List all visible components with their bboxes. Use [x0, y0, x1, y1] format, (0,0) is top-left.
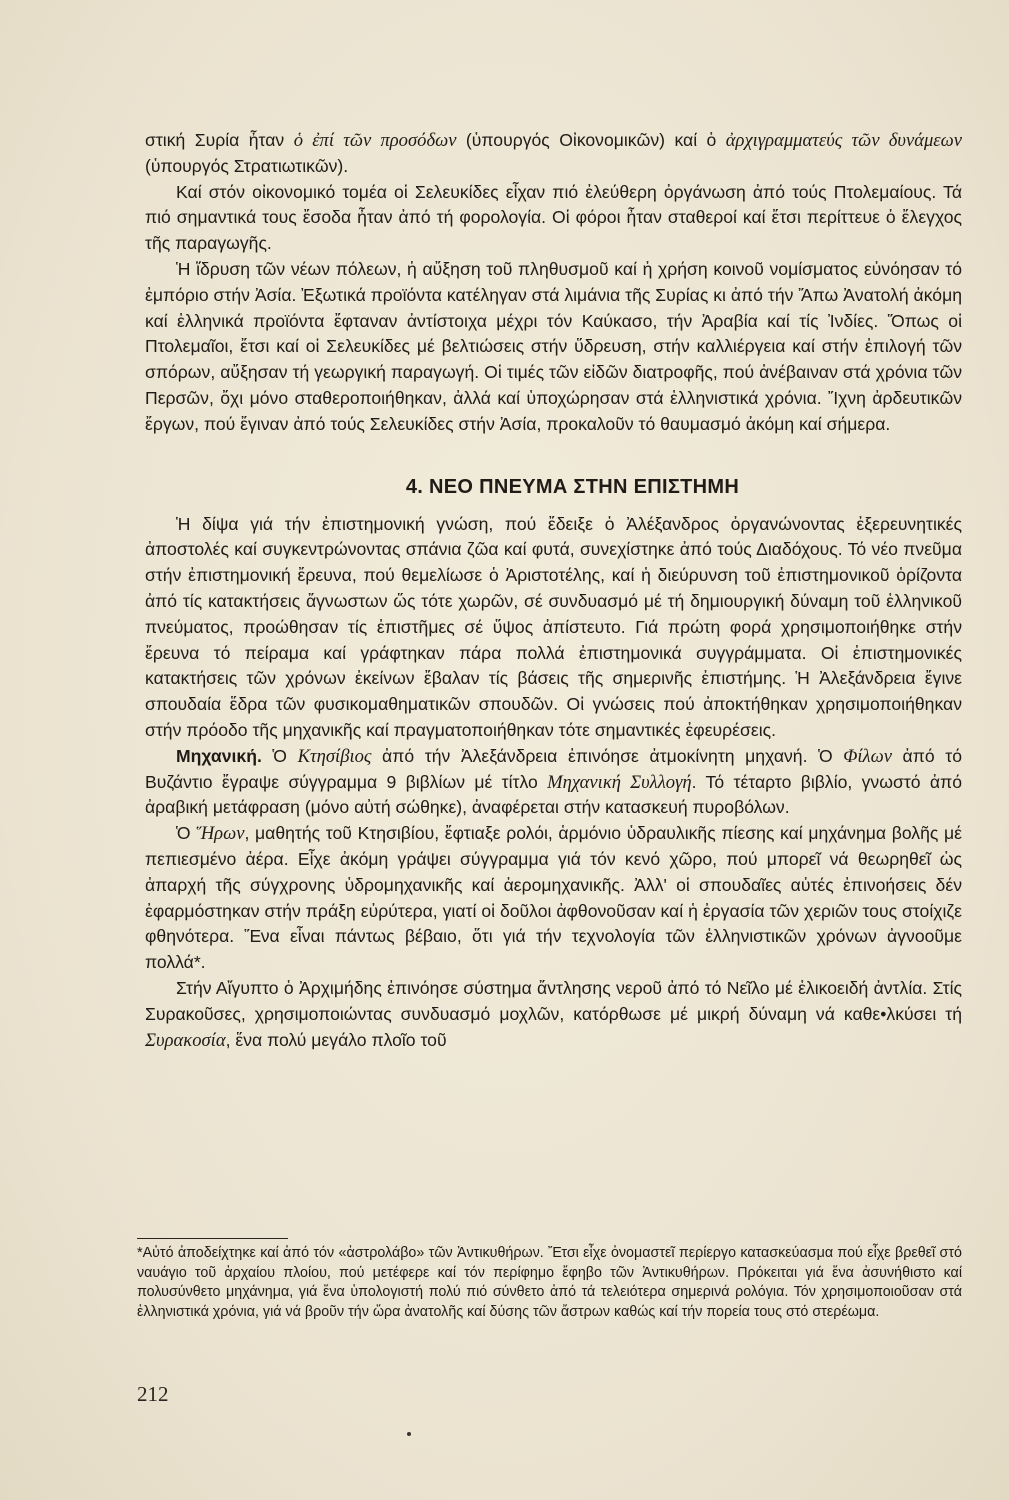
economy-paragraph: Καί στόν οἰκονομικό τομέα οἱ Σελευκίδες εἶχαν πιό ἐλεύθερη ὀργάνωση ἀπό τούς Πτολεμαίους. Τά πιό σημαντικά τους ἔσοδα ἦταν ἀπό τή φορολογία. Οἱ φόροι ἦταν σταθεροί καί ἔτσι περίττευε ὁ ἔλεγχος τῆς παραγωγῆς.	[145, 181, 962, 254]
intro-text-b: (ὑπουργός Οἰκονομικῶν) καί ὁ	[456, 130, 726, 150]
footnote-text: *Αὐτό ἀποδείχτηκε καί ἀπό τόν «ἀστρολάβο» τῶν Ἀντικυθήρων. Ἔτσι εἶχε ὀνομαστεῖ περίεργο κατασκεύασμα πού εἶχε βρεθεῖ στό ναυάγιο τοῦ ἀρχαίου πλοίου, πού μετέφερε καί τόν περίφημο ἔφηβο τῶν Ἀντικυθήρων. Πρόκειται γιά ἕνα ἀσυνήθιστο καί πολυσύνθετο μηχάνημα, γιά ἕνα ὑπολογιστή πολύ πιό σύνθετο ἀπό τά τελειότερα σημερινά ρολόγια. Τόν χρησιμοποιοῦσαν στά ἑλληνιστικά χρόνια, γιά νά βροῦν τήν ὥρα ἀνατολῆς καί δύσης τῶν ἄστρων καθώς καί τήν πορεία τους στό στερέωμα.	[137, 1245, 962, 1320]
section-heading: 4. ΝΕΟ ΠΝΕΥΜΑ ΣΤΗΝ ΕΠΙΣΤΗΜΗ	[405, 475, 740, 498]
page-number: 212	[137, 1382, 169, 1406]
mechanics-paragraph	[145, 744, 962, 821]
philon-name: Φίλων	[843, 745, 892, 767]
archimedes-text-a: Στήν Αἴγυπτο ὁ Ἀρχιμήδης ἐπινόησε σύστημα ἄντλησης νεροῦ ἀπό τό Νεῖλο μέ ἑλικοειδή ἀντλία. Στίς Συρακοῦσες, χρησιμοποιώντας συνδυασμό μοχλῶν, κατόρθωσε μέ μικρή δύναμη νά καθε•λκύσει τή	[145, 977, 962, 1024]
intro-text-c: (ὑπουργός Στρατιωτικῶν).	[145, 155, 349, 176]
heron-paragraph	[145, 821, 962, 976]
mechanics-text-a: Ὁ	[261, 745, 298, 766]
main-text-column	[145, 128, 962, 1053]
heron-text-b: , μαθητής τοῦ Κτησιβίου, ἔφτιαξε ρολόι, ἁρμόνιο ὑδραυλικῆς πίεσης καί μηχάνημα βολῆς μέ πεπιεσμένο ἀέρα. Εἶχε ἀκόμη γράψει σύγγραμμα γιά τόν κενό χῶρο, πού μπορεῖ νά θεωρηθεῖ ὡς ἀπαρχή τῆς σύγχρονης ὑδρομηχανικῆς καί ἀερομηχανικῆς. Ἀλλ' οἱ σπουδαῖες αὐτές ἐπινοήσεις δέν ἐφαρμόστηκαν στήν πράξη εὐρύτερα, γιατί οἱ δοῦλοι ἀφθονοῦσαν καί ἡ ἐργασία τῶν χεριῶν τους στοίχιζε φθηνότερα. Ἕνα εἶναι πάντως βέβαιο, ὅτι γιά τήν τεχνολογία τῶν ἑλληνιστικῶν χρόνων ἀγνοοῦμε πολλά*.	[145, 823, 963, 973]
mechanics-text-b: ἀπό τήν Ἀλεξάνδρεια ἐπινόησε ἀτμοκίνητη μηχανή. Ὁ	[371, 745, 844, 766]
intro-italic-term-2: ἀρχιγραμματεύς τῶν δυνάμεων	[725, 130, 963, 151]
syrakosia-ship-name: Συρακοσία	[145, 1029, 226, 1051]
trade-paragraph: Ἡ ἵδρυση τῶν νέων πόλεων, ἡ αὔξηση τοῦ πληθυσμοῦ καί ἡ χρήση κοινοῦ νομίσματος εὐνόησαν τό ἐμπόριο στήν Ἀσία. Ἐξωτικά προϊόντα κατέληγαν στά λιμάνια τῆς Συρίας κι ἀπό τήν Ἄπω Ἀνατολή ἀκόμη καί ἑλληνικά προϊόντα ἔφταναν ἀντίστοιχα μέχρι τόν Καύκασο, τήν Ἀραβία καί τίς Ἰνδίες. Ὅπως οἱ Πτολεμαῖοι, ἔτσι καί οἱ Σελευκίδες μέ βελτιώσεις στήν ὕδρευση, στήν καλλιέργεια καί στήν ἐπιλογή τῶν σπόρων, αὔξησαν τή γεωργική παραγωγή. Οἱ τιμές τῶν εἰδῶν διατροφῆς, πού ἀνέβαιναν στά χρόνια τῶν Περσῶν, ὄχι μόνο σταθεροποιήθηκαν, ἀλλά καί ὑποχώρησαν στά ἑλληνιστικά χρόνια. Ἴχνη ἀρδευτικῶν ἔργων, πού ἔγιναν ἀπό τούς Σελευκίδες στήν Ἀσία, προκαλοῦν τό θαυμασμό ἀκόμη καί σήμερα.	[145, 258, 962, 434]
heron-name: Ἥρων	[196, 823, 245, 845]
mechanics-text-d: . Τό τέταρτο βιβλίο, γνωστό ἀπό ἀραβική μετάφραση (μόνο αὐτή σώθηκε), ἀναφέρεται στήν κατασκευή πυροβόλων.	[145, 771, 962, 818]
intro-italic-term-1: ὁ ἐπί τῶν προσόδων	[293, 130, 457, 151]
science-paragraph: Ἡ δίψα γιά τήν ἐπιστημονική γνώση, πού ἔδειξε ὁ Ἀλέξανδρος ὀργανώνοντας ἐξερευνητικές ἀποστολές καί συγκεντρώνοντας σπάνια ζῶα καί φυτά, συνεχίστηκε ἀπό τούς Διαδόχους. Τό νέο πνεῦμα στήν ἐπιστημονική ἔρευνα, πού θεμελίωσε ὁ Ἀριστοτέλης, καί ἡ διεύρυνση τοῦ ἐπιστημονικοῦ ὁρίζοντα ἀπό τίς κατακτήσεις ἄγνωστων ὥς τότε χωρῶν, σέ συνδυασμό μέ τή δημιουργική δύναμη τοῦ ἑλληνικοῦ πνεύματος, προώθησαν τίς ἐπιστῆμες σέ ὕψος ἀπίστευτο. Γιά πρώτη φορά χρησιμοποιήθηκε στήν ἔρευνα τό πείραμα καί γράφτηκαν πάρα πολλά ἐπιστημονικά συγγράμματα. Οἱ ἐπιστημονικές κατακτήσεις τῶν χρόνων ἐκείνων ἔβαλαν τίς βάσεις τῆς σημερινῆς ἐπιστήμης. Ἡ Ἀλεξάνδρεια ἔγινε σπουδαία ἕδρα τῶν φυσικομαθηματικῶν σπουδῶν. Οἱ γνώσεις πού ἀποκτήθηκαν χρησιμοποιήθηκαν στήν πρόοδο τῆς μηχανικῆς καί πραγματοποιήθηκαν τότε σημαντικές ἐφευρέσεις.	[145, 513, 962, 740]
archimedes-text-b: , ἕνα πολύ μεγάλο πλοῖο τοῦ	[225, 1029, 447, 1050]
intro-paragraph	[145, 128, 962, 180]
book-title: Μηχανική Συλλογή	[547, 771, 692, 793]
ctesibius-name: Κτησίβιος	[297, 745, 372, 767]
heron-text-a: Ὁ	[176, 823, 197, 844]
footnote-block	[137, 1244, 962, 1322]
footnote-divider	[137, 1238, 288, 1239]
mechanics-runin-heading: Μηχανική.	[176, 745, 262, 766]
intro-text-a: στική Συρία ἦταν	[145, 130, 294, 150]
print-speck	[407, 1432, 411, 1436]
archimedes-paragraph	[145, 976, 962, 1053]
mechanics-text-c: ἀπό τό Βυζάντιο ἔγραψε σύγγραμμα 9 βιβλίων μέ τίτλο	[145, 745, 962, 792]
